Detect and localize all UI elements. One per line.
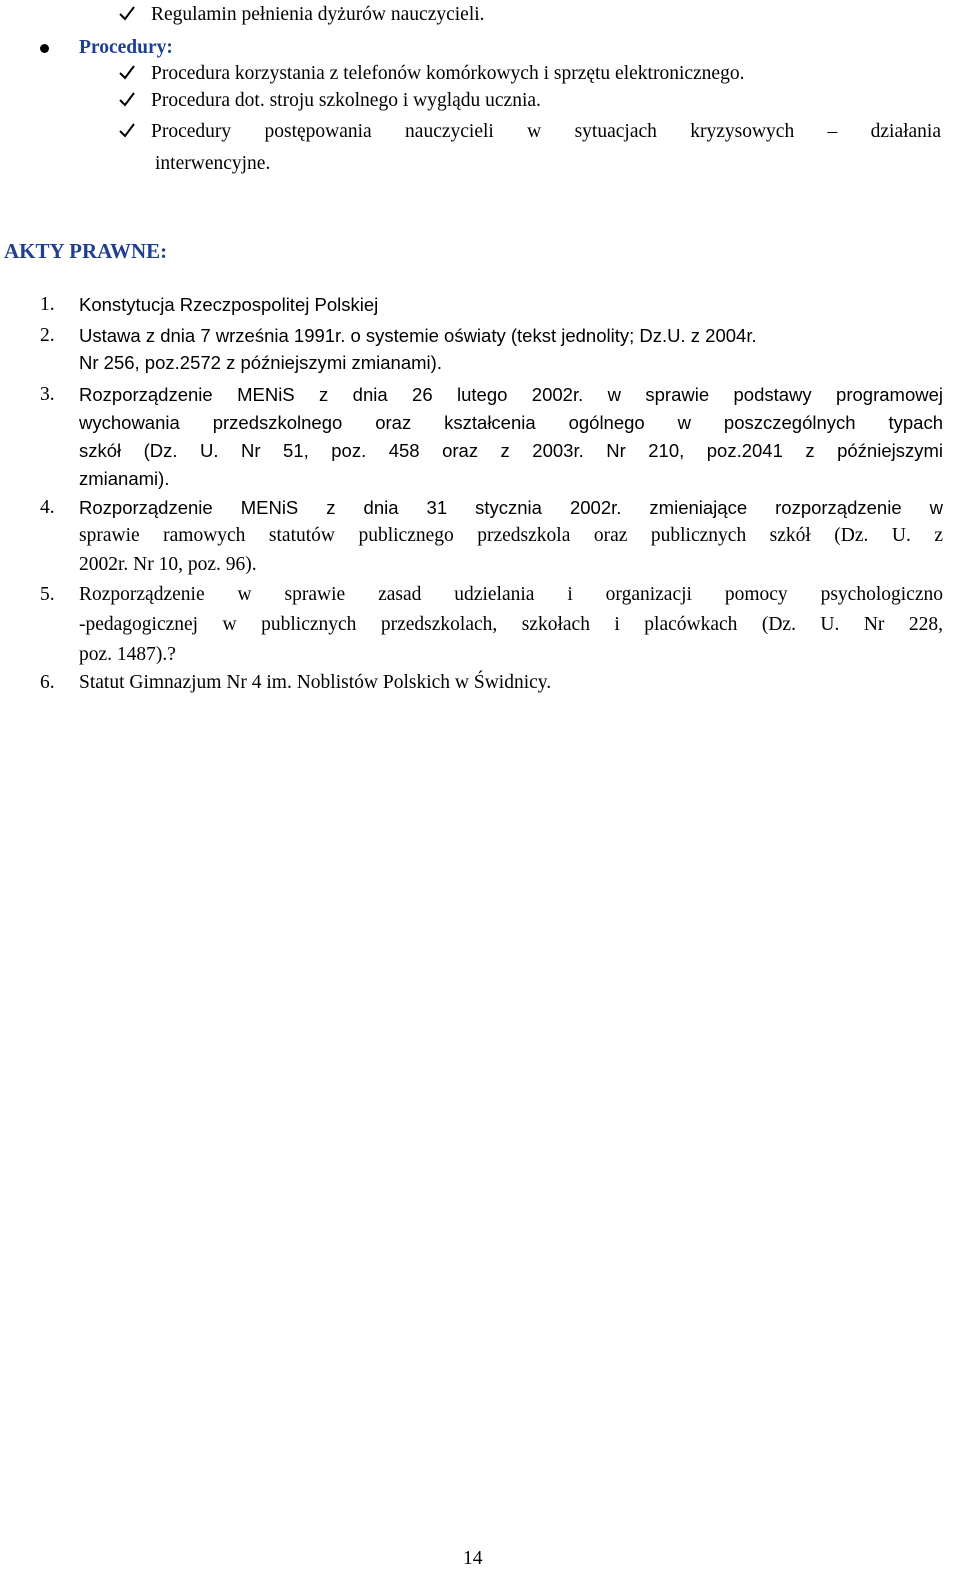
page-number: 14 bbox=[463, 1548, 483, 1569]
procedure-item: Procedury postępowania nauczycieli w sytuacjach kryzysowych – działania bbox=[151, 121, 941, 142]
list-number: 3. bbox=[40, 384, 55, 405]
list-item: Konstytucja Rzeczpospolitej Polskiej bbox=[79, 294, 379, 315]
list-item-continuation: szkół (Dz. U. Nr 51, poz. 458 oraz z 2003r. Nr 210, poz.2041 z późniejszymi bbox=[79, 440, 943, 461]
list-item-continuation: 2002r. Nr 10, poz. 96). bbox=[79, 554, 257, 575]
section-heading: AKTY PRAWNE: bbox=[4, 239, 168, 263]
list-item: Statut Gimnazjum Nr 4 im. Noblistów Polskich w Świdnicy. bbox=[79, 672, 552, 693]
procedure-item: Procedura korzystania z telefonów komórkowych i sprzętu elektronicznego. bbox=[151, 63, 745, 84]
list-item: Rozporządzenie MENiS z dnia 31 stycznia 2002r. zmieniające rozporządzenie w bbox=[79, 497, 943, 518]
list-item: Ustawa z dnia 7 września 1991r. o systemie oświaty (tekst jednolity; Dz.U. z 2004r. bbox=[79, 325, 757, 346]
list-number: 1. bbox=[40, 294, 55, 315]
list-item-continuation: poz. 1487).? bbox=[79, 644, 176, 665]
list-item-continuation: sprawie ramowych statutów publicznego przedszkola oraz publicznych szkół (Dz. U. z bbox=[79, 525, 943, 546]
procedure-item: Procedura dot. stroju szkolnego i wyglądu ucznia. bbox=[151, 90, 541, 111]
list-item-continuation: Nr 256, poz.2572 z późniejszymi zmianami). bbox=[79, 352, 442, 373]
list-number: 2. bbox=[40, 325, 55, 346]
list-item-continuation: -pedagogicznej w publicznych przedszkolach, szkołach i placówkach (Dz. U. Nr 228, bbox=[79, 614, 943, 635]
bullet-icon bbox=[40, 44, 49, 53]
checkmark-icon bbox=[118, 90, 136, 108]
checkmark-icon bbox=[118, 121, 136, 139]
list-number: 6. bbox=[40, 672, 55, 693]
procedury-label: Procedury: bbox=[79, 37, 173, 58]
list-item-continuation: zmianami). bbox=[79, 468, 170, 489]
list-item: Rozporządzenie MENiS z dnia 26 lutego 2002r. w sprawie podstawy programowej bbox=[79, 384, 943, 405]
list-item: Rozporządzenie w sprawie zasad udzielania i organizacji pomocy psychologiczno bbox=[79, 584, 943, 605]
procedure-item-continuation: interwencyjne. bbox=[155, 153, 271, 174]
checklist-item: Regulamin pełnienia dyżurów nauczycieli. bbox=[151, 4, 485, 25]
list-item-continuation: wychowania przedszkolnego oraz kształcenia ogólnego w poszczególnych typach bbox=[79, 412, 943, 433]
list-number: 5. bbox=[40, 584, 55, 605]
checkmark-icon bbox=[118, 4, 136, 22]
list-number: 4. bbox=[40, 497, 55, 518]
checkmark-icon bbox=[118, 63, 136, 81]
